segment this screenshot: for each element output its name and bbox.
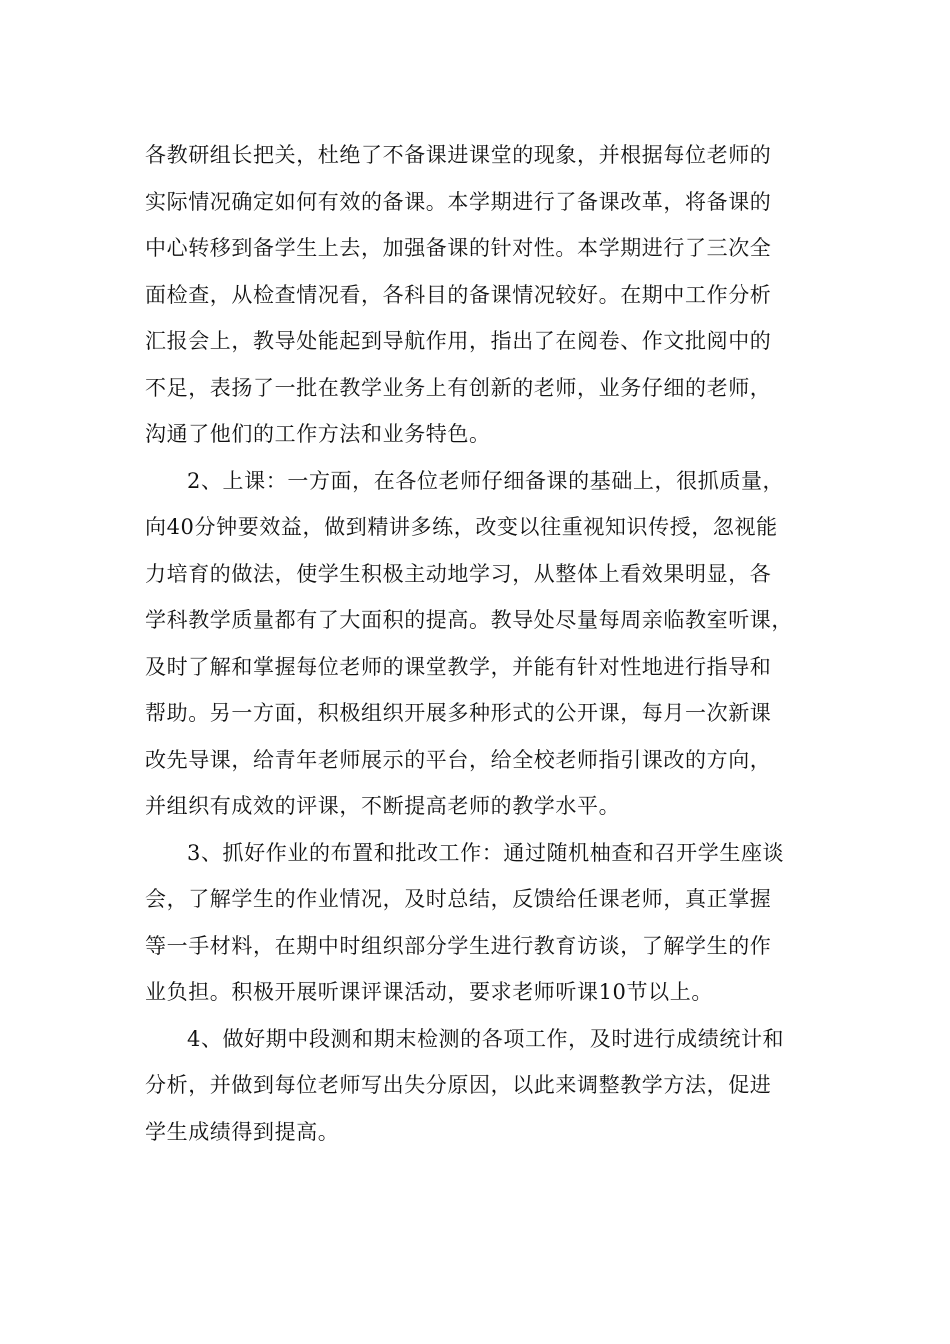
text-line: 面检查，从检查情况看，各科目的备课情况较好。在期中工作分析 [145, 282, 772, 307]
text-line: 力培育的做法，使学生积极主动地学习，从整体上看效果明显，各 [145, 561, 772, 586]
text-line: 并组织有成效的评课，不断提高老师的教学水平。 [145, 794, 621, 818]
text-line: 沟通了他们的工作方法和业务特色。 [145, 422, 491, 446]
text-line: 实际情况确定如何有效的备课。本学期进行了备课改革，将备课的 [145, 189, 772, 214]
text-line: 分析，并做到每位老师写出失分原因，以此来调整教学方法，促进 [145, 1073, 772, 1097]
paragraph-start-line: 4、做好期中段测和期末检测的各项工作，及时进行成绩统计和 [187, 1026, 785, 1051]
text-line: 及时了解和掌握每位老师的课堂教学，并能有针对性地进行指导和 [145, 654, 772, 679]
text-line: 等一手材料，在期中时组织部分学生进行教育访谈，了解学生的作 [145, 933, 772, 958]
text-line: 帮助。另一方面，积极组织开展多种形式的公开课，每月一次新课 [145, 701, 772, 725]
text-line: 向40分钟要效益，做到精讲多练，改变以往重视知识传授，忽视能 [145, 515, 778, 539]
text-line: 汇报会上，教导处能起到导航作用，指出了在阅卷、作文批阅中的 [145, 329, 772, 353]
paragraph-start-line: 3、抓好作业的布置和批改工作：通过随机柚查和召开学生座谈 [187, 840, 785, 865]
text-line: 学科教学质量都有了大面积的提高。教导处尽量每周亲临教室听课， [145, 608, 793, 632]
text-line: 学生成绩得到提高。 [145, 1119, 340, 1144]
text-line: 会，了解学生的作业情况，及时总结，反馈给任课老师，真正掌握 [145, 887, 772, 911]
document-body [145, 132, 825, 1155]
text-line: 各教研组长把关，杜绝了不备课进课堂的现象，并根据每位老师的 [145, 143, 772, 167]
text-line: 不足，表扬了一批在教学业务上有创新的老师，业务仔细的老师， [145, 375, 772, 400]
text-line: 中心转移到备学生上去，加强备课的针对性。本学期进行了三次全 [145, 236, 772, 260]
text-line: 业负担。积极开展听课评课活动，要求老师听课10节以上。 [145, 980, 713, 1004]
text-line: 改先导课，给青年老师展示的平台，给全校老师指引课改的方向， [145, 747, 772, 772]
paragraph-start-line: 2、上课：一方面，在各位老师仔细备课的基础上，很抓质量， [187, 468, 785, 493]
